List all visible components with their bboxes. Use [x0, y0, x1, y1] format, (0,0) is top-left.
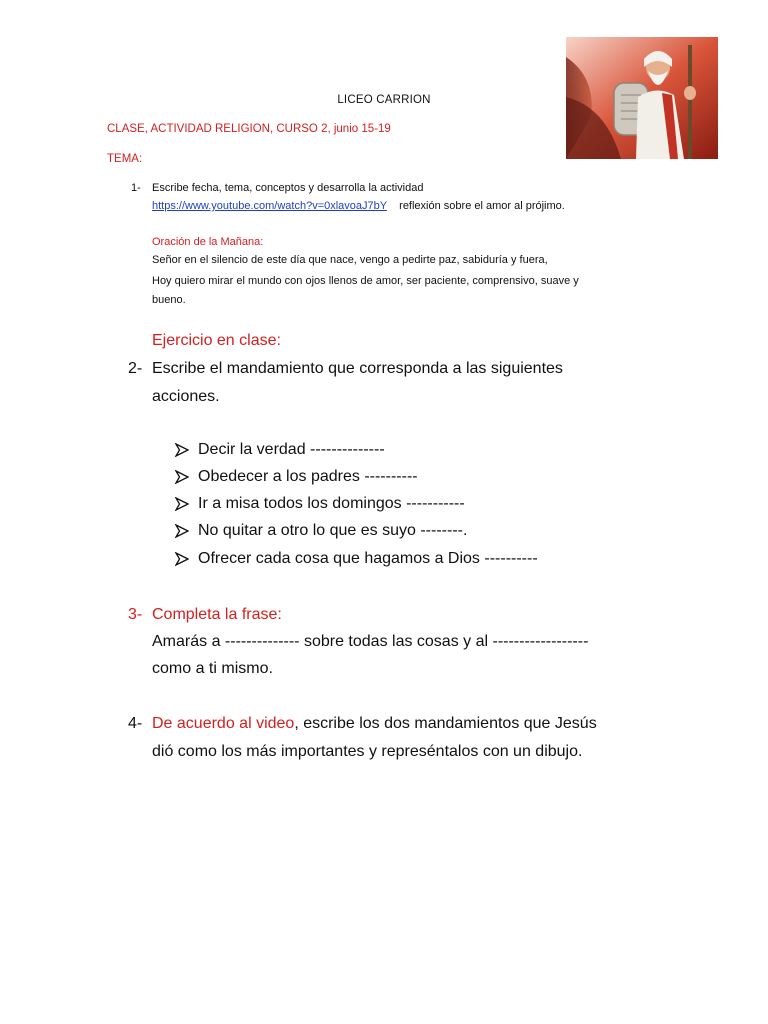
class-activity-line: CLASE, ACTIVIDAD RELIGION, CURSO 2, junio 15-19: [107, 123, 391, 135]
list-item-text: Ir a misa todos los domingos -----------: [198, 495, 465, 512]
item-4-line-1: [152, 715, 597, 733]
list-item: [175, 441, 385, 459]
youtube-link[interactable]: https://www.youtube.com/watch?v=0xlavoaJ7bY: [152, 200, 387, 212]
prayer-title: Oración de la Mañana:: [152, 236, 264, 248]
item-4-red-phrase: De acuerdo al video: [152, 715, 295, 732]
item-3-number: 3-: [128, 606, 143, 623]
item-4-rest: , escribe los dos mandamientos que Jesús: [294, 715, 597, 732]
list-item: [175, 468, 418, 486]
arrow-bullet-icon: [175, 470, 189, 484]
item-3-title: Completa la frase:: [152, 606, 282, 623]
list-item-text: Obedecer a los padres ----------: [198, 468, 418, 485]
list-item-text: No quitar a otro lo que es suyo --------.: [198, 522, 468, 539]
prayer-line: Hoy quiero mirar el mundo con ojos llenos de amor, ser paciente, comprensivo, suave y: [152, 275, 579, 287]
item-3-line-2: como a ti mismo.: [152, 660, 273, 677]
item-2-number: 2-: [128, 360, 143, 377]
item-1-link-row: [152, 200, 565, 212]
school-title: LICEO CARRION: [337, 94, 431, 106]
item-1-instruction: Escribe fecha, tema, conceptos y desarrolla la actividad: [152, 182, 424, 194]
arrow-bullet-icon: [175, 497, 189, 511]
list-item: [175, 550, 538, 568]
list-item: [175, 495, 465, 513]
tema-label: TEMA:: [107, 153, 143, 165]
list-item-text: Decir la verdad --------------: [198, 441, 385, 458]
prayer-line: Señor en el silencio de este día que nace, vengo a pedirte paz, sabiduría y fuera,: [152, 254, 548, 266]
item-1-number: 1-: [131, 182, 141, 194]
list-item-text: Ofrecer cada cosa que hagamos a Dios ----------: [198, 550, 538, 567]
list-item: [175, 522, 467, 540]
exercise-heading: Ejercicio en clase:: [152, 332, 281, 349]
prayer-line: bueno.: [152, 294, 186, 306]
item-3-line-1: Amarás a -------------- sobre todas las cosas y al ------------------: [152, 633, 589, 650]
item-2-line-2: acciones.: [152, 388, 220, 405]
item-2-line-1: Escribe el mandamiento que corresponda a las siguientes: [152, 360, 563, 377]
item-4-number: 4-: [128, 715, 143, 732]
arrow-bullet-icon: [175, 443, 189, 457]
link-description: reflexión sobre el amor al prójimo.: [399, 200, 565, 212]
arrow-bullet-icon: [175, 524, 189, 538]
arrow-bullet-icon: [175, 552, 189, 566]
item-4-line-2: dió como los más importantes y represéntalos con un dibujo.: [152, 743, 583, 760]
